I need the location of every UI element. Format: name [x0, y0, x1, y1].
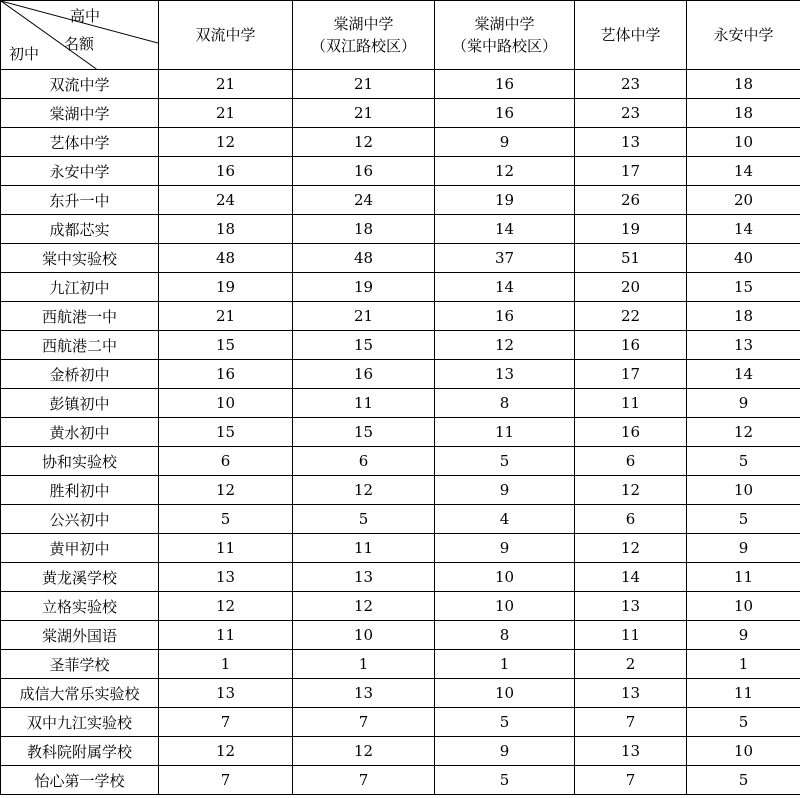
column-header-name: 艺体中学 [600, 26, 661, 44]
quota-value-cell: 10 [159, 389, 293, 418]
quota-value-cell: 12 [435, 331, 575, 360]
junior-school-name-cell: 九江初中 [1, 273, 159, 302]
quota-value-cell: 13 [575, 592, 687, 621]
quota-value-cell: 48 [293, 244, 435, 273]
junior-school-name-cell: 成都芯实 [1, 215, 159, 244]
quota-value-cell: 1 [687, 650, 800, 679]
quota-value-cell: 16 [575, 418, 687, 447]
table-row [1, 534, 800, 563]
junior-school-name-cell: 东升一中 [1, 186, 159, 215]
junior-school-name-cell: 胜利初中 [1, 476, 159, 505]
quota-value-cell: 16 [159, 360, 293, 389]
junior-school-name-cell: 教科院附属学校 [1, 737, 159, 766]
junior-school-name-cell: 西航港一中 [1, 302, 159, 331]
quota-value-cell: 6 [293, 447, 435, 476]
table-row [1, 215, 800, 244]
junior-school-name-cell: 圣菲学校 [1, 650, 159, 679]
junior-school-name-cell: 棠湖中学 [1, 99, 159, 128]
quota-value-cell: 14 [435, 215, 575, 244]
quota-value-cell: 13 [575, 679, 687, 708]
quota-value-cell: 16 [293, 360, 435, 389]
table-row [1, 650, 800, 679]
table-row [1, 737, 800, 766]
quota-value-cell: 15 [293, 418, 435, 447]
quota-value-cell: 22 [575, 302, 687, 331]
quota-value-cell: 14 [435, 273, 575, 302]
quota-value-cell: 20 [575, 273, 687, 302]
quota-value-cell: 17 [575, 360, 687, 389]
quota-value-cell: 19 [435, 186, 575, 215]
quota-value-cell: 5 [435, 708, 575, 737]
quota-value-cell: 13 [435, 360, 575, 389]
junior-school-name-cell: 金桥初中 [1, 360, 159, 389]
table-row [1, 592, 800, 621]
quota-value-cell: 13 [159, 679, 293, 708]
quota-value-cell: 21 [293, 70, 435, 99]
quota-value-cell: 21 [159, 302, 293, 331]
quota-value-cell: 26 [575, 186, 687, 215]
quota-value-cell: 11 [293, 534, 435, 563]
quota-value-cell: 5 [687, 505, 800, 534]
quota-value-cell: 12 [159, 737, 293, 766]
table-row [1, 563, 800, 592]
quota-value-cell: 12 [159, 128, 293, 157]
quota-value-cell: 16 [435, 70, 575, 99]
quota-value-cell: 10 [687, 476, 800, 505]
quota-value-cell: 15 [687, 273, 800, 302]
quota-value-cell: 20 [687, 186, 800, 215]
column-header-campus: （双江路校区） [310, 37, 416, 55]
quota-value-cell: 10 [435, 563, 575, 592]
junior-school-name-cell: 棠中实验校 [1, 244, 159, 273]
quota-value-cell: 1 [159, 650, 293, 679]
quota-value-cell: 2 [575, 650, 687, 679]
column-header-shuangliu [159, 1, 293, 70]
quota-value-cell: 48 [159, 244, 293, 273]
quota-value-cell: 1 [293, 650, 435, 679]
quota-value-cell: 9 [687, 389, 800, 418]
quota-value-cell: 12 [293, 128, 435, 157]
junior-school-name-cell: 棠湖外国语 [1, 621, 159, 650]
quota-value-cell: 9 [687, 534, 800, 563]
quota-value-cell: 23 [575, 70, 687, 99]
quota-value-cell: 5 [687, 708, 800, 737]
table-row [1, 418, 800, 447]
quota-value-cell: 13 [159, 563, 293, 592]
quota-value-cell: 19 [293, 273, 435, 302]
quota-value-cell: 13 [293, 563, 435, 592]
quota-value-cell: 15 [159, 331, 293, 360]
table-row [1, 128, 800, 157]
column-header-yongan [687, 1, 800, 70]
table-row [1, 360, 800, 389]
quota-value-cell: 5 [293, 505, 435, 534]
quota-value-cell: 17 [575, 157, 687, 186]
table-row [1, 244, 800, 273]
quota-value-cell: 18 [293, 215, 435, 244]
table-row [1, 186, 800, 215]
quota-value-cell: 13 [293, 679, 435, 708]
quota-value-cell: 10 [435, 679, 575, 708]
quota-value-cell: 8 [435, 389, 575, 418]
quota-value-cell: 18 [687, 70, 800, 99]
quota-value-cell: 21 [293, 99, 435, 128]
quota-value-cell: 18 [687, 302, 800, 331]
quota-value-cell: 12 [293, 737, 435, 766]
junior-school-name-cell: 永安中学 [1, 157, 159, 186]
quota-value-cell: 9 [435, 534, 575, 563]
column-header-name: 棠湖中学 [474, 15, 535, 33]
table-row [1, 505, 800, 534]
junior-school-name-cell: 黄龙溪学校 [1, 563, 159, 592]
quota-value-cell: 21 [159, 99, 293, 128]
quota-value-cell: 10 [687, 592, 800, 621]
column-header-name: 永安中学 [713, 26, 774, 44]
junior-school-name-cell: 成信大常乐实验校 [1, 679, 159, 708]
junior-school-name-cell: 艺体中学 [1, 128, 159, 157]
quota-value-cell: 6 [159, 447, 293, 476]
quota-value-cell: 9 [435, 128, 575, 157]
quota-value-cell: 15 [159, 418, 293, 447]
quota-value-cell: 9 [687, 621, 800, 650]
column-header-name: 棠湖中学 [333, 15, 394, 33]
junior-school-name-cell: 双流中学 [1, 70, 159, 99]
junior-school-name-cell: 立格实验校 [1, 592, 159, 621]
quota-value-cell: 1 [435, 650, 575, 679]
quota-value-cell: 4 [435, 505, 575, 534]
quota-value-cell: 14 [687, 157, 800, 186]
quota-value-cell: 11 [293, 389, 435, 418]
header-row [1, 1, 800, 70]
table-row [1, 99, 800, 128]
table-row [1, 331, 800, 360]
quota-value-cell: 11 [575, 389, 687, 418]
quota-value-cell: 12 [575, 534, 687, 563]
quota-value-cell: 13 [575, 128, 687, 157]
quota-value-cell: 5 [435, 766, 575, 795]
quota-value-cell: 23 [575, 99, 687, 128]
junior-school-name-cell: 西航港二中 [1, 331, 159, 360]
quota-value-cell: 11 [159, 534, 293, 563]
quota-value-cell: 18 [159, 215, 293, 244]
quota-value-cell: 12 [159, 476, 293, 505]
quota-value-cell: 11 [687, 679, 800, 708]
quota-value-cell: 12 [687, 418, 800, 447]
junior-school-name-cell: 双中九江实验校 [1, 708, 159, 737]
quota-value-cell: 11 [575, 621, 687, 650]
junior-school-name-cell: 协和实验校 [1, 447, 159, 476]
quota-value-cell: 16 [435, 99, 575, 128]
quota-value-cell: 7 [293, 708, 435, 737]
junior-school-axis-label: 初中 [9, 45, 40, 63]
table-row [1, 157, 800, 186]
table-row [1, 766, 800, 795]
quota-value-cell: 5 [435, 447, 575, 476]
table-row [1, 621, 800, 650]
quota-value-cell: 21 [159, 70, 293, 99]
quota-value-cell: 12 [159, 592, 293, 621]
quota-value-cell: 37 [435, 244, 575, 273]
quota-value-cell: 5 [687, 766, 800, 795]
quota-value-cell: 12 [575, 476, 687, 505]
quota-value-cell: 10 [687, 737, 800, 766]
table-row [1, 447, 800, 476]
quota-value-cell: 12 [293, 476, 435, 505]
quota-value-cell: 18 [687, 99, 800, 128]
quota-value-cell: 24 [159, 186, 293, 215]
quota-value-cell: 5 [687, 447, 800, 476]
quota-value-cell: 12 [435, 157, 575, 186]
high-school-axis-label: 高中 [69, 7, 100, 25]
table-row [1, 679, 800, 708]
table-row [1, 389, 800, 418]
quota-value-cell: 19 [159, 273, 293, 302]
column-header-tanghu-shuangjiang [293, 1, 435, 70]
quota-value-cell: 13 [575, 737, 687, 766]
quota-value-cell: 12 [293, 592, 435, 621]
quota-axis-label: 名额 [63, 35, 94, 53]
table-row [1, 302, 800, 331]
quota-value-cell: 7 [575, 708, 687, 737]
quota-value-cell: 10 [293, 621, 435, 650]
quota-value-cell: 19 [575, 215, 687, 244]
table-body [1, 70, 800, 795]
quota-value-cell: 24 [293, 186, 435, 215]
quota-value-cell: 14 [687, 360, 800, 389]
column-header-yiti [575, 1, 687, 70]
quota-value-cell: 7 [159, 766, 293, 795]
quota-value-cell: 15 [293, 331, 435, 360]
table-row [1, 273, 800, 302]
quota-value-cell: 11 [435, 418, 575, 447]
column-header-tanghu-tangzhong [435, 1, 575, 70]
column-header-name: 双流中学 [195, 26, 256, 44]
quota-value-cell: 5 [159, 505, 293, 534]
table-row [1, 70, 800, 99]
quota-value-cell: 11 [159, 621, 293, 650]
quota-value-cell: 7 [159, 708, 293, 737]
corner-header-cell [1, 1, 159, 70]
quota-value-cell: 14 [687, 215, 800, 244]
quota-value-cell: 10 [687, 128, 800, 157]
quota-value-cell: 7 [293, 766, 435, 795]
junior-school-name-cell: 黄水初中 [1, 418, 159, 447]
junior-school-name-cell: 公兴初中 [1, 505, 159, 534]
quota-value-cell: 9 [435, 476, 575, 505]
quota-value-cell: 7 [575, 766, 687, 795]
quota-value-cell: 40 [687, 244, 800, 273]
quota-value-cell: 9 [435, 737, 575, 766]
quota-value-cell: 16 [293, 157, 435, 186]
junior-school-name-cell: 怡心第一学校 [1, 766, 159, 795]
table-row [1, 476, 800, 505]
quota-value-cell: 16 [159, 157, 293, 186]
quota-value-cell: 16 [435, 302, 575, 331]
quota-value-cell: 16 [575, 331, 687, 360]
column-header-campus: （棠中路校区） [451, 37, 557, 55]
quota-value-cell: 6 [575, 505, 687, 534]
quota-value-cell: 10 [435, 592, 575, 621]
quota-value-cell: 11 [687, 563, 800, 592]
junior-school-name-cell: 彭镇初中 [1, 389, 159, 418]
quota-value-cell: 8 [435, 621, 575, 650]
quota-value-cell: 13 [687, 331, 800, 360]
quota-value-cell: 14 [575, 563, 687, 592]
quota-value-cell: 51 [575, 244, 687, 273]
quota-value-cell: 21 [293, 302, 435, 331]
junior-school-name-cell: 黄甲初中 [1, 534, 159, 563]
table-row [1, 708, 800, 737]
quota-value-cell: 6 [575, 447, 687, 476]
